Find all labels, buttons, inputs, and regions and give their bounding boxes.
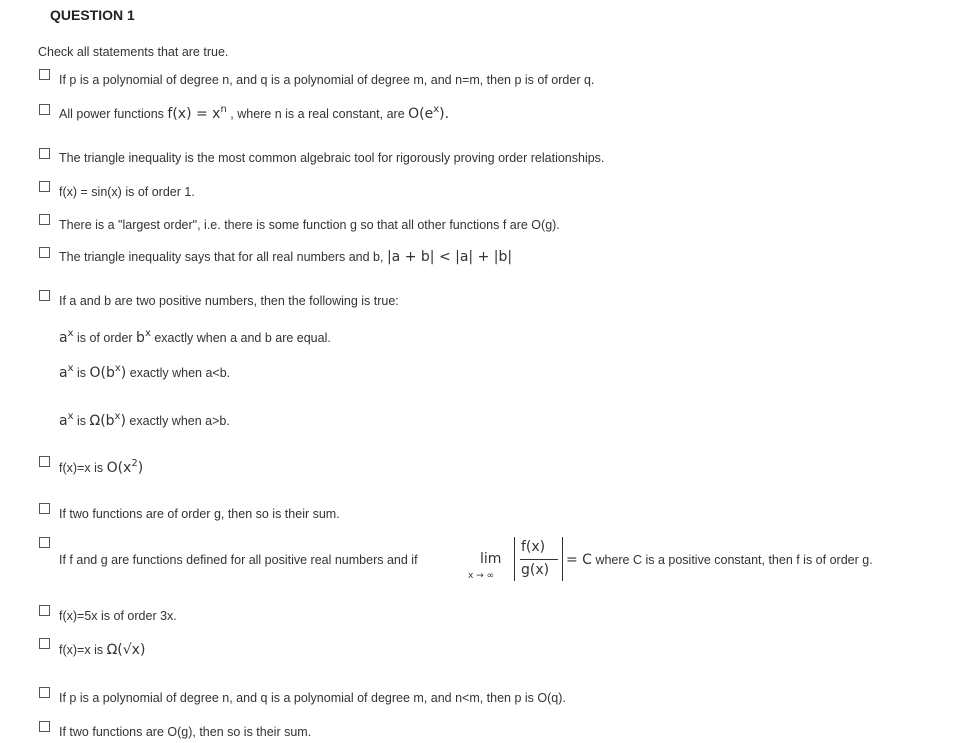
- statement-checkbox-11[interactable]: [39, 605, 50, 616]
- statement-9: [59, 507, 340, 521]
- statement-checkbox-2[interactable]: [39, 104, 50, 115]
- statement-text: If f and g are functions defined for all positive real numbers and if: [59, 553, 418, 567]
- math-exponent: n: [220, 104, 227, 115]
- sub-item-2: [59, 363, 230, 381]
- math-exponent: x: [67, 411, 74, 422]
- sub-item-text: is: [73, 366, 90, 380]
- math-exponent: x: [114, 411, 121, 422]
- statement-1: [59, 73, 594, 87]
- math-base: Ω(b: [89, 413, 115, 429]
- math-exponent: x: [114, 363, 121, 374]
- math-expression: f(x) = x: [167, 106, 221, 122]
- fraction-denominator: g(x): [521, 562, 550, 578]
- statement-10-lead: [59, 553, 418, 567]
- statement-7: [59, 294, 399, 308]
- math-base: a: [59, 365, 68, 381]
- statement-text: f(x)=x is: [59, 461, 107, 475]
- math-base: b: [136, 330, 145, 346]
- statement-checkbox-3[interactable]: [39, 148, 50, 159]
- math-expression: O(e: [408, 106, 434, 122]
- math-close: ): [120, 413, 126, 429]
- statement-text: If p is a polynomial of degree n, and q is a polynomial of degree m, and n<m, then p is O(q).: [59, 691, 566, 705]
- statement-text: If a and b are two positive numbers, then the following is true:: [59, 294, 399, 308]
- math-exponent: 2: [131, 458, 138, 469]
- math-close: ): [120, 365, 127, 381]
- math-base: O(b: [89, 365, 115, 381]
- statement-text: If two functions are O(g), then so is their sum.: [59, 725, 312, 739]
- math-exponent: x: [433, 104, 440, 115]
- math-base: a: [59, 413, 68, 429]
- math-base: a: [59, 330, 68, 346]
- math-close: ): [137, 460, 144, 476]
- math-exponent: x: [67, 328, 74, 339]
- statement-10-tail: [566, 552, 873, 568]
- statement-checkbox-1[interactable]: [39, 69, 50, 80]
- statement-11: [59, 609, 177, 623]
- statement-text: The triangle inequality says that for all real numbers and b,: [59, 250, 387, 264]
- sub-item-3: [59, 411, 230, 429]
- statement-text: f(x)=5x is of order 3x.: [59, 609, 177, 623]
- statement-text: , where n is a real constant, are: [226, 107, 409, 121]
- math-expression: Ω(√x): [106, 642, 146, 658]
- statement-text: f(x)=x is: [59, 643, 107, 657]
- statement-checkbox-10[interactable]: [39, 537, 50, 548]
- abs-bar-right: [562, 537, 563, 581]
- statement-text: All power functions: [59, 107, 168, 121]
- sub-item-text: exactly when a>b.: [125, 414, 230, 428]
- statement-checkbox-14[interactable]: [39, 721, 50, 732]
- statement-text: f(x) = sin(x) is of order 1.: [59, 185, 195, 199]
- math-exponent: x: [144, 328, 151, 339]
- statement-13: [59, 691, 566, 705]
- question-intro: Check all statements that are true.: [38, 45, 229, 59]
- statement-checkbox-7[interactable]: [39, 290, 50, 301]
- statement-text: where C is a positive constant, then f is of order g.: [591, 553, 873, 567]
- statement-checkbox-8[interactable]: [39, 456, 50, 467]
- sub-item-text: exactly when a and b are equal.: [150, 331, 331, 345]
- statement-checkbox-4[interactable]: [39, 181, 50, 192]
- statement-checkbox-5[interactable]: [39, 214, 50, 225]
- statement-14: [59, 725, 311, 739]
- math-expression: |a + b| < |a| + |b|: [386, 249, 513, 265]
- lim-operator: lim: [480, 551, 502, 567]
- question-title: QUESTION 1: [50, 7, 135, 23]
- math-expression: O(x: [106, 460, 132, 476]
- statement-checkbox-13[interactable]: [39, 687, 50, 698]
- statement-text: The triangle inequality is the most common algebraic tool for rigorously proving order relationships.: [59, 151, 605, 165]
- math-expression: = C: [566, 552, 592, 568]
- fraction-numerator: f(x): [521, 539, 546, 555]
- statement-12: [59, 642, 145, 658]
- statement-3: [59, 151, 604, 165]
- sub-item-text: is: [73, 414, 90, 428]
- fraction-bar: [520, 559, 558, 560]
- sub-item-text: is of order: [73, 331, 137, 345]
- statement-text: There is a "largest order", i.e. there is some function g so that all other functions f are O(g).: [59, 218, 560, 232]
- sub-item-text: exactly when a<b.: [126, 366, 231, 380]
- statement-checkbox-9[interactable]: [39, 503, 50, 514]
- statement-checkbox-6[interactable]: [39, 247, 50, 258]
- sub-item-1: [59, 328, 331, 346]
- statement-8: [59, 458, 143, 476]
- math-exponent: x: [67, 363, 74, 374]
- statement-checkbox-12[interactable]: [39, 638, 50, 649]
- abs-bar-left: [514, 537, 515, 581]
- statement-4: [59, 185, 195, 199]
- statement-5: [59, 218, 560, 232]
- statement-6: [59, 249, 512, 265]
- limit-expression: [468, 535, 578, 585]
- lim-subscript: x → ∞: [468, 571, 495, 581]
- math-expression: ).: [439, 106, 450, 122]
- statement-text: If two functions are of order g, then so is their sum.: [59, 507, 340, 521]
- statement-text: If p is a polynomial of degree n, and q is a polynomial of degree m, and n=m, then p is of order q.: [59, 73, 595, 87]
- statement-2: [59, 104, 449, 122]
